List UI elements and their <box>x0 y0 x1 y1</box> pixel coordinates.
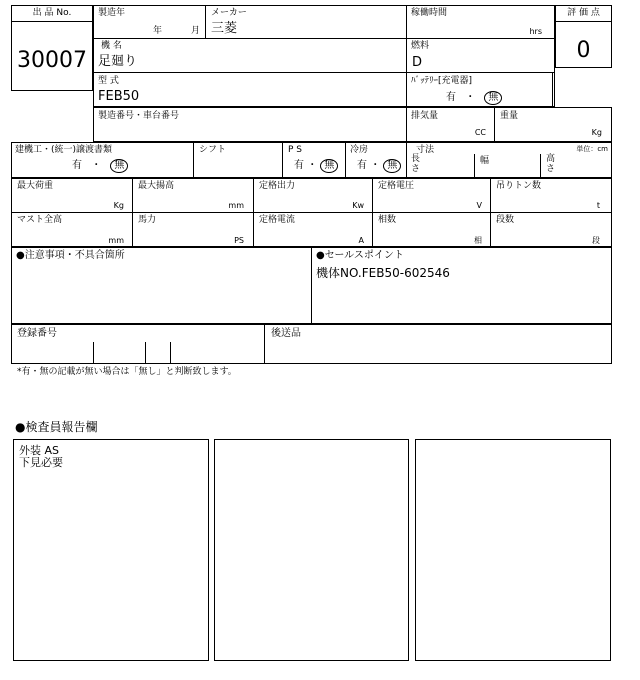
inspector-title: ●検査員報告欄 <box>15 420 98 434</box>
caution-label: ●注意事項・不具合箇所 <box>16 250 125 261</box>
row1-0-unit: Kg <box>113 201 124 210</box>
cooler-no: 無 <box>383 159 401 173</box>
ps-no: 無 <box>320 159 338 173</box>
battery-choice <box>446 91 502 105</box>
month-unit: 月 <box>191 26 201 36</box>
row1-2-label: 定格出力 <box>259 181 296 191</box>
row1-1-label: 最大揚高 <box>138 181 175 191</box>
sales-value: 機体NO.FEB50-602546 <box>316 266 450 280</box>
dims-label: 寸法 <box>416 145 435 155</box>
transfer-doc-yes: 有 <box>72 160 82 171</box>
ps-label: P S <box>288 145 303 155</box>
ps-sep: ・ <box>307 160 318 171</box>
row2-4-unit: 段 <box>592 236 600 245</box>
row1-4-label: 吊りトン数 <box>496 181 542 191</box>
maker-label: メーカー <box>211 8 247 18</box>
row2-0-unit: mm <box>108 236 124 245</box>
transfer-doc-sep: ・ <box>91 160 102 171</box>
fuel-value: D <box>412 55 423 70</box>
registration-label: 登録番号 <box>17 328 57 339</box>
row2-3-unit: 相 <box>474 236 482 245</box>
displacement-unit: CC <box>474 128 486 137</box>
weight-label: 重量 <box>500 111 519 121</box>
transfer-doc-label: 建機工・(統一)譲渡書類 <box>15 145 113 155</box>
battery-label: ﾊﾞｯﾃﾘｰ[充電器] <box>411 76 473 86</box>
displacement-label: 排気量 <box>411 111 439 121</box>
model-name-value: 足廻り <box>98 54 138 69</box>
registration-block <box>11 324 612 364</box>
year-label: 製造年 <box>98 8 126 18</box>
ps-choice <box>294 159 338 173</box>
row2-4-label: 段数 <box>496 215 515 225</box>
row2-2-unit: A <box>358 236 364 245</box>
row2-1-unit: PS <box>234 236 244 245</box>
row1-3-label: 定格電圧 <box>378 181 415 191</box>
row1-1-unit: mm <box>228 201 244 210</box>
model-type-value: FEB50 <box>98 89 140 104</box>
sales-label: ●セールスポイント <box>316 250 404 261</box>
score-value: 0 <box>576 38 591 63</box>
shift-label: シフト <box>199 145 227 155</box>
footnote: *有・無の記載が無い場合は「無し」と判断致します。 <box>17 367 237 377</box>
lot-label: 出 品 No. <box>32 8 72 18</box>
cooler-label: 冷房 <box>350 145 369 155</box>
year-unit: 年 <box>153 26 163 36</box>
ps-yes: 有 <box>294 160 304 171</box>
dims-width: 幅 <box>480 156 490 166</box>
row1-2-unit: Kw <box>352 201 364 210</box>
lot-number: 30007 <box>17 48 87 73</box>
row2-2-label: 定格電流 <box>259 215 296 225</box>
dims-length: 長 さ <box>411 154 421 174</box>
fuel-label: 燃料 <box>411 41 430 51</box>
inspector-box-1 <box>13 439 209 661</box>
dims-height: 高 さ <box>546 154 556 174</box>
weight-unit: Kg <box>591 128 602 137</box>
battery-no: 無 <box>484 91 502 105</box>
inspector-box-3 <box>415 439 611 661</box>
row2-0-label: マスト全高 <box>17 215 63 225</box>
battery-sep: ・ <box>465 92 476 103</box>
row1-0-label: 最大荷重 <box>17 181 54 191</box>
transfer-doc-choice <box>72 159 128 173</box>
cooler-choice <box>357 159 401 173</box>
cooler-yes: 有 <box>357 160 367 171</box>
dims-unit-note: 単位：cm <box>576 145 608 153</box>
inspector-note-1: 外装 AS 下見必要 <box>19 444 63 469</box>
maker-value: 三菱 <box>211 21 238 36</box>
hours-unit: hrs <box>529 27 542 36</box>
model-name-label: 機 名 <box>101 41 122 51</box>
inspector-box-2 <box>214 439 409 661</box>
score-label: 評 価 点 <box>567 8 600 18</box>
serial-label: 製造番号・車台番号 <box>98 111 180 121</box>
shipping-label: 後送品 <box>271 328 301 339</box>
row2-3-label: 相数 <box>378 215 397 225</box>
row1-4-unit: t <box>596 201 600 210</box>
row1-3-unit: V <box>476 201 482 210</box>
battery-yes: 有 <box>446 92 456 103</box>
hours-label: 稼働時間 <box>411 8 448 18</box>
model-type-label: 型 式 <box>98 76 119 86</box>
transfer-doc-no: 無 <box>110 159 128 173</box>
cooler-sep: ・ <box>370 160 381 171</box>
row2-1-label: 馬力 <box>138 215 157 225</box>
